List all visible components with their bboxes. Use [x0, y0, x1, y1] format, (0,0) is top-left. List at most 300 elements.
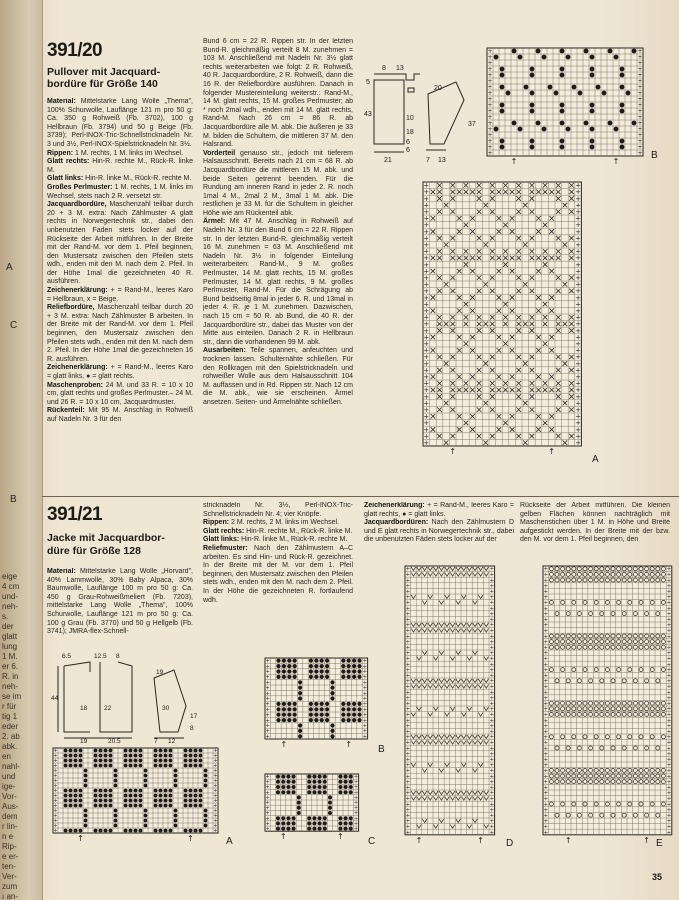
edge-stitch-mark: +: [575, 293, 581, 302]
edge-stitch-mark: +: [213, 783, 218, 789]
stitch-symbol: [129, 829, 133, 833]
paragraph-text: Maschenzahl teilbar durch 20 + 3 M. extra: Nach Zählmuster A glatt rechts in Norwegertechnik str., dabei den unbenutzten Faden stets locker auf der Rückseite der Arbeit mitführen. In der Breite mit der Rand-M. vor dem 1. Pfeil beginnen, den Mustersatz zwischen den Pfeilen stets wdh., enden mit den M. nach dem 2. Pfeil. In der Höhe 1mal die gezeichneten 40 R. ausführen.: [47, 201, 193, 286]
stitch-symbol: [199, 829, 203, 833]
edge-stitch-mark: +: [362, 674, 368, 681]
margin-line: s.: [2, 612, 9, 621]
paragraph-label: Großes Perlmuster:: [47, 183, 113, 191]
edge-stitch-mark: +: [423, 247, 430, 256]
edge-stitch-mark: +: [543, 656, 549, 663]
edge-stitch-mark: +: [543, 622, 549, 629]
edge-stitch-mark: +: [489, 566, 495, 573]
paragraph-label: Ärmel:: [203, 218, 226, 226]
edge-stitch-mark: +: [489, 633, 495, 640]
stitch-symbol: [282, 675, 286, 679]
stitch-symbol: [293, 675, 297, 679]
stitch-symbol: [323, 785, 327, 789]
edge-stitch-mark: +: [575, 412, 581, 421]
paragraph-text: 1 M. rechts, 1 M. links im Wechsel, stets nach 2 R. versetzt str.: [47, 183, 193, 200]
stitch-symbol: [99, 764, 103, 768]
chart-gridlines: [423, 182, 581, 446]
edge-stitch-mark: +: [265, 728, 270, 735]
edge-stitch-mark: +: [543, 667, 549, 674]
edge-stitch-mark: +: [405, 661, 411, 668]
stitch-symbol: [328, 806, 332, 810]
stitch-symbol: [286, 775, 290, 779]
stitch-symbol: [312, 780, 316, 784]
stitch-symbol: [530, 91, 535, 96]
stitch-symbol: [194, 829, 198, 833]
edge-stitch-mark: +: [489, 796, 495, 803]
edge-stitch-mark: +: [53, 813, 58, 819]
edge-stitch-mark: +: [53, 808, 58, 814]
stitch-symbol: [341, 669, 345, 673]
edge-stitch-mark: +: [489, 667, 495, 674]
edge-stitch-mark: +: [666, 605, 672, 612]
schem-label: 7: [154, 738, 158, 745]
stitch-symbol: [312, 785, 316, 789]
chart-391-20-a: [420, 180, 588, 456]
margin-line: eder: [2, 722, 19, 731]
edge-stitch-mark: +: [489, 768, 495, 775]
edge-stitch-mark: +: [543, 829, 549, 836]
edge-stitch-mark: +: [423, 326, 430, 335]
stitch-symbol: [114, 809, 118, 813]
edge-stitch-mark: +: [423, 287, 430, 296]
stitch-symbol: [94, 804, 98, 808]
stitch-symbol: [344, 785, 348, 789]
stitch-symbol: [530, 109, 535, 114]
repeat-arrow: ↑: [643, 835, 650, 845]
stitch-symbol: [69, 749, 73, 753]
edge-stitch-mark: +: [637, 150, 643, 157]
edge-stitch-mark: +: [666, 600, 672, 607]
edge-stitch-mark: +: [487, 54, 493, 61]
stitch-symbol: [194, 804, 198, 808]
stitch-symbol: [590, 145, 595, 150]
instructions-391-21-col3: [364, 502, 514, 560]
stitch-symbol: [323, 816, 327, 820]
section-divider: [42, 496, 679, 497]
edge-stitch-mark: +: [423, 313, 430, 322]
stitch-symbol: [286, 827, 290, 831]
stitch-symbol: [144, 824, 148, 828]
edge-stitch-mark: +: [405, 757, 411, 763]
edge-stitch-mark: +: [405, 807, 411, 814]
edge-stitch-mark: +: [405, 785, 411, 791]
stitch-symbol: [129, 789, 133, 793]
stitch-symbol: [309, 659, 313, 663]
stitch-symbol: [184, 764, 188, 768]
stitch-symbol: [64, 764, 68, 768]
stitch-symbol: [129, 759, 133, 763]
edge-stitch-mark: +: [543, 684, 549, 691]
stitch-symbol: [560, 49, 565, 54]
edge-stitch-mark: +: [489, 600, 495, 607]
knitting-chart-grid: [262, 656, 374, 752]
edge-stitch-mark: +: [405, 801, 411, 808]
stitch-symbol: [74, 759, 78, 763]
stitch-symbol: [344, 775, 348, 779]
edge-stitch-mark: +: [666, 790, 672, 797]
stitch-symbol: [164, 794, 168, 798]
stitch-symbol: [79, 749, 83, 753]
stitch-symbol: [69, 754, 73, 758]
stitch-symbol: [276, 702, 280, 706]
stitch-symbol: [357, 707, 361, 711]
margin-line: nahl-: [2, 762, 20, 771]
stitch-symbol: [134, 799, 138, 803]
instructions-391-21-col1: [47, 568, 193, 652]
chart-label-391-20-b: B: [651, 150, 658, 161]
stitch-symbol: [159, 749, 163, 753]
edge-stitch-mark: +: [53, 748, 58, 754]
stitch-symbol: [312, 775, 316, 779]
stitch-symbol: [357, 659, 361, 663]
instruction-paragraph: [203, 502, 353, 519]
chart-391-21-a: [50, 746, 222, 842]
paragraph-label: Glatt links:: [203, 536, 240, 544]
edge-stitch-mark: +: [575, 379, 581, 388]
edge-stitch-mark: +: [265, 680, 270, 686]
stitch-symbol: [620, 139, 625, 144]
edge-stitch-mark: +: [489, 605, 495, 612]
stitch-symbol: [164, 799, 168, 803]
edge-stitch-mark: +: [489, 706, 495, 713]
edge-stitch-mark: +: [489, 689, 495, 696]
edge-stitch-mark: +: [213, 823, 218, 829]
edge-stitch-mark: +: [666, 796, 672, 803]
edge-stitch-mark: +: [575, 201, 581, 210]
stitch-symbol: [297, 811, 301, 815]
stitch-symbol: [199, 754, 203, 758]
stitch-symbol: [184, 754, 188, 758]
repeat-arrow: ↑: [477, 835, 484, 845]
edge-stitch-mark: +: [487, 84, 493, 91]
stitch-symbol: [276, 659, 280, 663]
edge-stitch-mark: +: [575, 208, 581, 216]
stitch-symbol: [74, 764, 78, 768]
edge-stitch-mark: +: [575, 333, 581, 342]
edge-stitch-mark: +: [405, 695, 411, 702]
instruction-paragraph: [47, 175, 193, 184]
edge-stitch-mark: +: [487, 90, 493, 97]
stitch-symbol: [139, 789, 143, 793]
edge-stitch-mark: +: [489, 645, 495, 651]
edge-stitch-mark: +: [265, 663, 270, 670]
edge-stitch-mark: +: [265, 795, 270, 801]
stitch-symbol: [164, 749, 168, 753]
edge-stitch-mark: +: [405, 762, 411, 769]
instruction-paragraph: [520, 502, 670, 545]
edge-stitch-mark: +: [543, 701, 549, 707]
edge-stitch-mark: +: [637, 108, 643, 115]
edge-stitch-mark: +: [405, 717, 411, 724]
chart-label-391-21-a: A: [226, 836, 233, 847]
knitting-chart-grid: [50, 746, 222, 842]
margin-line: Vor-: [2, 792, 17, 801]
stitch-symbol: [199, 749, 203, 753]
stitch-symbol: [94, 789, 98, 793]
stitch-symbol: [590, 55, 595, 60]
instruction-paragraph: [203, 218, 353, 347]
edge-stitch-mark: +: [489, 577, 495, 584]
stitch-symbol: [287, 713, 291, 717]
edge-stitch-mark: +: [213, 818, 218, 824]
stitch-symbol: [174, 774, 178, 778]
edge-stitch-mark: +: [353, 789, 359, 796]
stitch-symbol: [276, 780, 280, 784]
stitch-symbol: [286, 816, 290, 820]
edge-stitch-mark: +: [405, 824, 411, 831]
stitch-symbol: [114, 814, 118, 818]
edge-stitch-mark: +: [265, 669, 270, 676]
edge-stitch-mark: +: [489, 572, 495, 579]
stitch-symbol: [94, 749, 98, 753]
stitch-symbol: [626, 91, 631, 96]
edge-stitch-mark: +: [405, 745, 411, 752]
stitch-symbol: [154, 759, 158, 763]
pattern-number-391-20: 391/20: [47, 40, 103, 61]
edge-stitch-mark: +: [489, 773, 495, 780]
paragraph-text: + = Rand-M., leeres Karo = glatt rechts, ● = glatt links.: [364, 502, 514, 518]
stitch-symbol: [318, 827, 322, 831]
edge-stitch-mark: +: [637, 48, 643, 55]
stitch-symbol: [344, 790, 348, 794]
stitch-symbol: [352, 675, 356, 679]
edge-stitch-mark: +: [423, 241, 430, 249]
stitch-symbol: [312, 827, 316, 831]
stitch-symbol: [174, 769, 178, 773]
instruction-paragraph: [203, 150, 353, 219]
edge-stitch-mark: +: [405, 706, 411, 713]
edge-stitch-mark: +: [489, 824, 495, 831]
edge-stitch-mark: +: [405, 818, 411, 825]
stitch-symbol: [318, 816, 322, 820]
schematic-391-21: [50, 650, 208, 745]
stitch-symbol: [204, 824, 208, 828]
stitch-symbol: [109, 794, 113, 798]
stitch-symbol: [64, 789, 68, 793]
edge-stitch-mark: +: [487, 120, 493, 127]
stitch-symbol: [144, 774, 148, 778]
edge-stitch-mark: +: [666, 807, 672, 814]
stitch-symbol: [199, 804, 203, 808]
edge-stitch-mark: +: [637, 96, 643, 103]
stitch-symbol: [357, 675, 361, 679]
stitch-symbol: [314, 707, 318, 711]
edge-stitch-mark: +: [423, 406, 430, 414]
edge-stitch-mark: +: [265, 723, 270, 730]
stitch-symbol: [325, 675, 329, 679]
stitch-symbol: [608, 49, 613, 54]
paragraph-label: Maschenproben:: [47, 381, 104, 389]
edge-stitch-mark: +: [405, 566, 411, 573]
repeat-arrow: ↑: [415, 835, 423, 845]
stitch-symbol: [74, 794, 78, 798]
stitch-symbol: [94, 754, 98, 758]
stitch-symbol: [139, 804, 143, 808]
edge-stitch-mark: +: [487, 60, 493, 67]
edge-stitch-mark: +: [666, 824, 672, 831]
stitch-symbol: [590, 73, 595, 78]
margin-line: dem: [2, 812, 18, 821]
stitch-symbol: [530, 145, 535, 150]
stitch-symbol: [139, 829, 143, 833]
edge-stitch-mark: +: [543, 650, 549, 657]
margin-line: neh-: [2, 602, 19, 611]
stitch-symbol: [349, 816, 353, 820]
edge-stitch-mark: +: [353, 779, 359, 786]
stitch-symbol: [99, 759, 103, 763]
stitch-symbol: [282, 713, 286, 717]
stitch-symbol: [84, 824, 88, 828]
edge-stitch-mark: +: [637, 114, 643, 121]
stitch-symbol: [325, 702, 329, 706]
edge-stitch-mark: +: [543, 594, 549, 601]
stitch-symbol: [104, 829, 108, 833]
edge-stitch-mark: +: [213, 748, 218, 754]
edge-stitch-mark: +: [575, 267, 581, 276]
stitch-symbol: [169, 789, 173, 793]
page-number: 35: [652, 872, 663, 882]
schematic-391-20: [360, 60, 478, 168]
schem-label: 20: [434, 85, 442, 92]
stitch-symbol: [154, 749, 158, 753]
stitch-symbol: [164, 759, 168, 763]
repeat-arrow: ↑: [279, 832, 287, 842]
edge-stitch-mark: +: [487, 96, 493, 103]
paragraph-label: Reliefbordüre,: [47, 304, 95, 312]
margin-line: zum: [2, 882, 18, 891]
stitch-symbol: [154, 829, 158, 833]
stitch-symbol: [154, 804, 158, 808]
edge-stitch-mark: +: [666, 622, 672, 629]
schem-label: 19: [80, 738, 88, 745]
edge-stitch-mark: +: [543, 729, 549, 735]
edge-stitch-mark: +: [405, 790, 411, 797]
schem-label: 22: [104, 705, 112, 712]
edge-stitch-mark: +: [213, 828, 218, 834]
edge-stitch-mark: +: [423, 386, 430, 395]
edge-stitch-mark: +: [666, 566, 672, 573]
stitch-symbol: [69, 789, 73, 793]
stitch-symbol: [64, 829, 68, 833]
stitch-symbol: [578, 91, 583, 96]
edge-stitch-mark: +: [405, 751, 411, 758]
edge-stitch-mark: +: [543, 639, 549, 646]
edge-stitch-mark: +: [575, 406, 581, 414]
stitch-symbol: [292, 785, 296, 789]
stitch-symbol: [79, 804, 83, 808]
margin-letter-b: B: [10, 494, 17, 505]
schem-label: 13: [396, 65, 404, 72]
stitch-symbol: [134, 764, 138, 768]
edge-stitch-mark: +: [666, 639, 672, 646]
edge-stitch-mark: +: [489, 818, 495, 825]
schem-label: 13: [438, 157, 446, 164]
stitch-symbol: [347, 664, 351, 668]
edge-stitch-mark: +: [489, 701, 495, 707]
edge-stitch-mark: +: [487, 132, 493, 139]
stitch-symbol: [349, 780, 353, 784]
edge-stitch-mark: +: [666, 829, 672, 836]
stitch-symbol: [344, 827, 348, 831]
stitch-symbol: [320, 669, 324, 673]
stitch-symbol: [292, 775, 296, 779]
stitch-symbol: [341, 718, 345, 722]
edge-stitch-mark: +: [543, 773, 549, 780]
edge-stitch-mark: +: [575, 340, 581, 348]
edge-stitch-mark: +: [543, 689, 549, 696]
edge-stitch-mark: +: [423, 208, 430, 216]
edge-stitch-mark: +: [423, 392, 430, 401]
stitch-symbol: [169, 799, 173, 803]
chart-label-391-21-d: D: [506, 838, 514, 849]
paragraph-label: Reliefmuster:: [203, 544, 248, 552]
stitch-symbol: [590, 109, 595, 114]
stitch-symbol: [287, 664, 291, 668]
stitch-symbol: [104, 799, 108, 803]
stitch-symbol: [281, 821, 285, 825]
edge-stitch-mark: +: [666, 572, 672, 579]
edge-stitch-mark: +: [637, 84, 643, 91]
stitch-symbol: [330, 691, 334, 695]
paragraph-text: Hin-R. linke M., Rück-R. rechte M.: [83, 175, 192, 183]
pattern-title-391-20-line2: bordüre für Größe 140: [47, 78, 158, 90]
stitch-symbol: [144, 784, 148, 788]
instructions-391-20-col2: [203, 38, 353, 484]
edge-stitch-mark: +: [362, 707, 368, 713]
stitch-symbol: [281, 816, 285, 820]
stitch-symbol: [169, 759, 173, 763]
edge-stitch-mark: +: [265, 774, 270, 781]
edge-stitch-mark: +: [353, 774, 359, 781]
edge-stitch-mark: +: [575, 439, 581, 447]
stitch-symbol: [174, 824, 178, 828]
edge-stitch-mark: +: [489, 729, 495, 735]
instruction-paragraph: [203, 545, 353, 605]
edge-stitch-mark: +: [543, 779, 549, 786]
edge-stitch-mark: +: [265, 701, 270, 708]
stitch-symbol: [330, 686, 334, 690]
stitch-symbol: [129, 754, 133, 758]
stitch-symbol: [194, 764, 198, 768]
edge-stitch-mark: +: [543, 801, 549, 808]
edge-stitch-mark: +: [265, 734, 270, 740]
paragraph-text: 2 M. rechts, 2 M. links im Wechsel.: [229, 519, 340, 527]
stitch-symbol: [129, 804, 133, 808]
stitch-symbol: [590, 67, 595, 72]
margin-line: 1 M.: [2, 652, 18, 661]
pattern-title-391-20-line1: Pullover mit Jacquard-: [47, 66, 161, 78]
schem-label: 6.5: [62, 653, 72, 660]
edge-stitch-mark: +: [575, 280, 581, 289]
stitch-symbol: [184, 804, 188, 808]
edge-stitch-mark: +: [423, 359, 430, 368]
repeat-arrow: ↑: [345, 740, 353, 749]
edge-stitch-mark: +: [575, 260, 581, 269]
edge-stitch-mark: +: [487, 108, 493, 115]
edge-stitch-mark: +: [489, 628, 495, 635]
edge-stitch-mark: +: [666, 650, 672, 657]
edge-stitch-mark: +: [666, 633, 672, 640]
stitch-symbol: [500, 73, 505, 78]
edge-stitch-mark: +: [53, 753, 58, 759]
stitch-symbol: [154, 794, 158, 798]
margin-line: n e: [2, 832, 14, 841]
paragraph-label: Jacquardbordüren:: [364, 519, 429, 527]
edge-stitch-mark: +: [575, 221, 581, 230]
